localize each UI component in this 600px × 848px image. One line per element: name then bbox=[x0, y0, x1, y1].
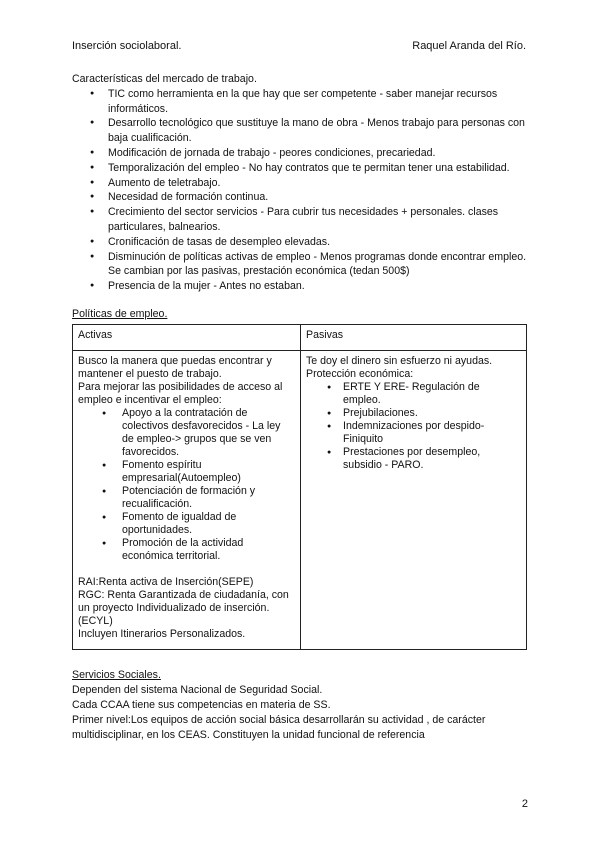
rai-text: RAI:Renta activa de Inserción(SEPE) bbox=[78, 575, 254, 588]
activas-list bbox=[78, 407, 295, 563]
pasivas-cell bbox=[301, 350, 527, 649]
list-item: ● Aumento de teletrabajo. bbox=[72, 176, 528, 191]
header-right: Raquel Aranda del Río. bbox=[412, 40, 526, 52]
list-item: ● Prestaciones por desempleo, subsidio - PARO. bbox=[306, 446, 521, 472]
page-number: 2 bbox=[521, 798, 528, 810]
list-item: ● Cronificación de tasas de desempleo elevadas. bbox=[72, 235, 528, 250]
activas-cell bbox=[73, 350, 301, 649]
list-item: ● Indemnizaciones por despido- Finiquito bbox=[306, 420, 521, 446]
list-item: ● Presencia de la mujer - Antes no estaban. bbox=[72, 279, 528, 294]
list-item: ● Temporalización del empleo - No hay contratos que te permitan tener una estabilidad. bbox=[72, 161, 528, 176]
list-item: ● Crecimiento del sector servicios - Para cubrir tus necesidades + personales. clases particulares, balnearios. bbox=[72, 205, 528, 235]
politicas-title: Políticas de empleo. bbox=[72, 307, 168, 320]
list-item: ● Disminución de políticas activas de empleo - Menos programas donde encontrar empleo. Se cambian por las pasivas, prestación económica (tedan 500$) bbox=[72, 250, 528, 280]
list-item: ● Desarrollo tecnológico que sustituye la mano de obra - Menos trabajo para personas con baja cualificación. bbox=[72, 116, 528, 146]
rgc-text: RGC: Renta Garantizada de ciudadanía, con un proyecto Individualizado de inserción.(ECYL) bbox=[78, 588, 289, 627]
politicas-table bbox=[72, 324, 527, 650]
header-left: Inserción sociolaboral. bbox=[72, 40, 182, 52]
col-activas-header: Activas bbox=[73, 324, 301, 350]
list-item: ● TIC como herramienta en la que hay que ser competente - saber manejar recursos informáticos. bbox=[72, 87, 528, 117]
activas-intro2: Para mejorar las posibilidades de acceso al empleo e incentivar el empleo: bbox=[78, 380, 283, 406]
list-item: ● ERTE Y ERE- Regulación de empleo. bbox=[306, 381, 521, 407]
list-item: ● Necesidad de formación continua. bbox=[72, 190, 528, 205]
itinerarios-text: Incluyen Itinerarios Personalizados. bbox=[78, 627, 246, 640]
pasivas-list bbox=[306, 381, 521, 472]
list-item: ● Fomento espíritu empresarial(Autoempleo) bbox=[78, 459, 295, 485]
list-item: ● Fomento de igualdad de oportunidades. bbox=[78, 511, 295, 537]
page-content bbox=[72, 72, 528, 743]
servicios-title: Servicios Sociales. bbox=[72, 668, 161, 681]
list-item: ● Apoyo a la contratación de colectivos desfavorecidos - La ley de empleo-> grupos que se ven favorecidos. bbox=[78, 407, 295, 459]
servicios-section bbox=[72, 668, 528, 743]
mercado-list bbox=[72, 87, 528, 294]
pasivas-intro2: Protección económica: bbox=[306, 367, 414, 380]
servicios-p2: Cada CCAA tiene sus competencias en materia de SS. bbox=[72, 698, 331, 711]
pasivas-intro: Te doy el dinero sin esfuerzo ni ayudas. bbox=[306, 354, 493, 367]
col-pasivas-header: Pasivas bbox=[301, 324, 527, 350]
list-item: ● Prejubilaciones. bbox=[306, 407, 521, 420]
activas-intro: Busco la manera que puedas encontrar y mantener el puesto de trabajo. bbox=[78, 354, 272, 380]
list-item: ● Modificación de jornada de trabajo - peores condiciones, precariedad. bbox=[72, 146, 528, 161]
servicios-p1: Dependen del sistema Nacional de Seguridad Social. bbox=[72, 683, 323, 696]
servicios-p3: Primer nivel:Los equipos de acción social básica desarrollarán su actividad , de carácter multidisciplinar, en los CEAS. Constituyen la unidad funcional de referencia bbox=[72, 713, 486, 741]
list-item: ● Potenciación de formación y recualificación. bbox=[78, 485, 295, 511]
mercado-title: Características del mercado de trabajo. bbox=[72, 73, 257, 85]
list-item: ● Promoción de la actividad económica territorial. bbox=[78, 537, 295, 563]
